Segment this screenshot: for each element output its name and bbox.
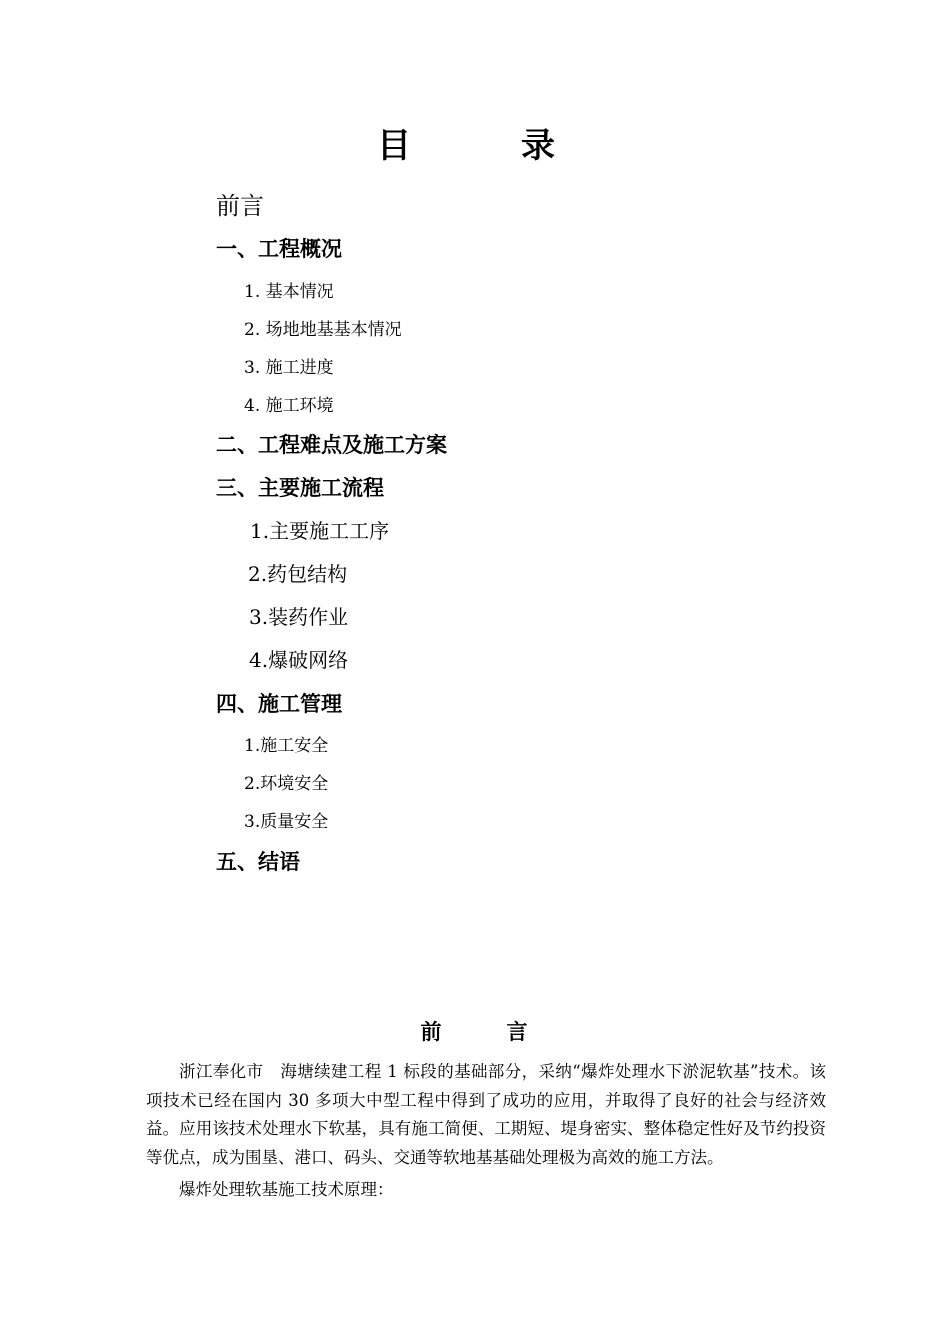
toc-section-2-heading[interactable]: 二、工程难点及施工方案 <box>216 432 447 457</box>
toc-item-1-3[interactable]: 3. 施工进度 <box>244 358 334 378</box>
toc-section-4-heading[interactable]: 四、施工管理 <box>216 691 342 716</box>
toc-section-5-heading[interactable]: 五、结语 <box>216 849 300 874</box>
toc-item-3-3[interactable]: 3.装药作业 <box>249 605 349 629</box>
toc-item-4-1[interactable]: 1.施工安全 <box>244 736 329 756</box>
toc-item-4-2[interactable]: 2.环境安全 <box>244 774 329 794</box>
toc-item-1-2[interactable]: 2. 场地地基基本情况 <box>244 320 402 340</box>
toc-section-3-heading[interactable]: 三、主要施工流程 <box>216 475 384 500</box>
toc-item-3-1[interactable]: 1.主要施工工序 <box>250 519 390 543</box>
toc-title: 目 录 <box>377 126 593 166</box>
toc-section-1-heading[interactable]: 一、工程概况 <box>216 236 342 261</box>
preface-paragraph-1: 浙江奉化市 海塘续建工程 1 标段的基础部分，采纳“爆炸处理水下淤泥软基”技术。该项技术已经在国内 30 多项大中型工程中得到了成功的应用，并取得了良好的社会与经济效益。应用该技术处理水下软基，具有施工简便、工期短、堤身密实、整体稳定性好及节约投资等优点，成为围垦、港口、码头、交通等软地基基础处理极为高效的施工方法。 <box>146 1062 826 1167</box>
preface-paragraph-2: 爆炸处理软基施工技术原理： <box>179 1180 394 1199</box>
toc-preface-entry[interactable]: 前言 <box>216 192 264 220</box>
toc-item-3-4[interactable]: 4.爆破网络 <box>249 648 349 672</box>
toc-item-1-1[interactable]: 1. 基本情况 <box>244 282 334 302</box>
toc-item-4-3[interactable]: 3.质量安全 <box>244 812 329 832</box>
toc-item-1-4[interactable]: 4. 施工环境 <box>244 396 334 416</box>
preface-title: 前 言 <box>420 1019 550 1044</box>
toc-item-3-2[interactable]: 2.药包结构 <box>248 562 348 586</box>
